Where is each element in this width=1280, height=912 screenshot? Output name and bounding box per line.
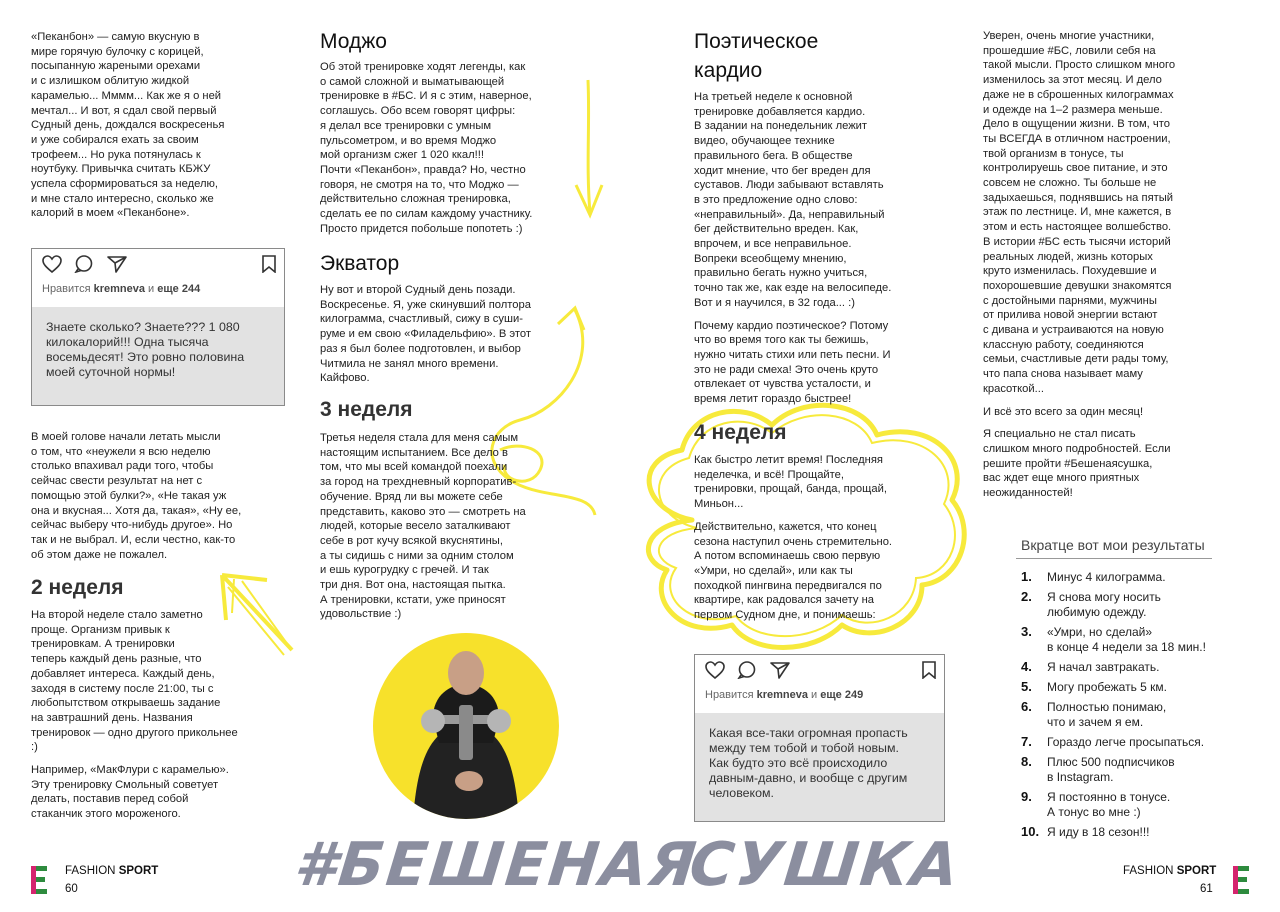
intro-paragraph: «Пеканбон» — самую вкусную в мире горячую булочку с корицей, посыпанную жареными орехами и с излишком облитую жидкой карамелью... Мммм... Как же я о ней мечтал... И вот, я сдал свой первый Судный день, дождался воскресенья и уже собирался ехать за своим трофеем... Но рука потянулась к ноутбуку. Привычка считать КБЖУ успела сформироваться за неделю, и мне стало интересно, сколько же калорий в моем «Пеканбоне». xyxy=(31,31,225,220)
list-item-number: 5. xyxy=(1021,679,1032,694)
mojo-text xyxy=(320,60,545,244)
mojo-heading: Моджо xyxy=(320,30,387,53)
list-item-text: Плюс 500 подписчиков в Instagram. xyxy=(1047,755,1175,784)
list-item xyxy=(1021,735,1221,750)
week2-heading: 2 неделя xyxy=(31,576,124,599)
equator-heading: Экватор xyxy=(320,252,400,275)
list-item xyxy=(1021,790,1221,820)
footer-brand-bold: SPORT xyxy=(1176,865,1217,877)
list-item-number: 7. xyxy=(1021,734,1032,749)
likes-prefix: Нравится xyxy=(705,689,754,701)
instagram-post-card-left xyxy=(31,248,285,406)
yellow-arrow-down-decoration xyxy=(570,75,610,225)
results-divider xyxy=(1016,558,1212,559)
list-item-number: 9. xyxy=(1021,789,1032,804)
headline-right: СУШКА xyxy=(686,830,964,900)
share-icon[interactable] xyxy=(107,255,127,273)
equator-text xyxy=(320,283,545,394)
headline-left: #БЕШЕНАЯ xyxy=(291,830,702,900)
list-item-text: «Умри, но сделай» в конце 4 недели за 18 мин.! xyxy=(1047,625,1206,654)
week3-heading: 3 неделя xyxy=(320,398,413,421)
mojo-paragraph: Об этой тренировке ходят легенды, как о самой сложной и выматывающей тренировке в #БС. И я с этим, наверное, соглашусь. Обо всем говорят цифры: я делал все тренировки с умным пульсометром, и во время Моджо мой организм сжег 1 020 ккал!!! Почти «Пеканбон», правда? Но, честно говоря, не смотря на то, что Моджо — действительно сложная тренировка, сделать ее по силам каждому участнику. Просто придется побольше попотеть :) xyxy=(320,61,533,235)
list-item xyxy=(1021,660,1221,675)
list-item-text: Могу пробежать 5 км. xyxy=(1047,680,1167,694)
list-item-number: 6. xyxy=(1021,699,1032,714)
list-item xyxy=(1021,755,1221,785)
list-item xyxy=(1021,825,1221,840)
week4-paragraph-2: Действительно, кажется, что конец сезона наступил очень стремительно. А потом вспоминаешь свою первую «Умри, но сделай», или как ты походкой пингвина передвигался по квартире, как радовался зачету на первом Судном дне, и понимаешь: xyxy=(694,520,893,622)
week2-paragraph-2: Например, «МакФлури с карамелью». Эту тренировку Смольный советует делать, поставив перед собой стаканчик этого мороженого. xyxy=(31,764,229,821)
likes-user[interactable]: kremneva xyxy=(756,689,808,701)
fashion-sport-logo-right xyxy=(1233,866,1249,894)
week3-text xyxy=(320,431,545,630)
list-item-text: Минус 4 килограмма. xyxy=(1047,570,1166,584)
intro-text xyxy=(31,30,246,229)
page-number-left: 60 xyxy=(65,883,78,895)
results-title: Вкратце вот мои результаты xyxy=(1021,537,1205,553)
sure-paragraph-3: Я специально не стал писать слишком много подробностей. Если решите пройти #Бешенаясушка, вас ждет еще много приятных неожиданностей! xyxy=(983,428,1171,500)
list-item-text: Я постоянно в тонусе. А тонус во мне :) xyxy=(1047,790,1171,819)
heart-icon[interactable] xyxy=(705,661,725,679)
list-item-number: 2. xyxy=(1021,589,1032,604)
likes-mid: и xyxy=(811,689,818,701)
athlete-photo xyxy=(373,633,559,819)
post-action-bar xyxy=(695,655,944,713)
likes-count[interactable]: еще 249 xyxy=(820,689,864,701)
heart-icon[interactable] xyxy=(42,255,62,273)
thoughts-paragraph: В моей голове начали летать мысли о том, что «неужели я всю неделю столько впахивал ради того, чтобы сейчас свести результат на нет с помощью этой булки?», «Не такая уж она и вкусная... Хотя да, такая», «Ну ее, сейчас выберу что-нибудь другое». Но так и не выбрал. И, если честно, как-то об этом даже не пожалел. xyxy=(31,431,242,561)
list-item-text: Гораздо легче просыпаться. xyxy=(1047,735,1205,749)
week2-paragraph-1: На второй неделе стало заметно проще. Организм привык к тренировкам. А тренировки теперь каждый день разные, что добавляет интереса. Каждый день, заходя в систему после 21:00, ты с любопытством открываешь задание на завтрашний день. Названия тренировок — одно другого прикольнее :) xyxy=(31,609,238,754)
comment-icon[interactable] xyxy=(74,255,94,273)
post-likes xyxy=(42,283,200,295)
list-item-text: Полностью понимаю, что и зачем я ем. xyxy=(1047,700,1167,729)
post-icons xyxy=(705,661,798,681)
likes-user[interactable]: kremneva xyxy=(93,283,145,295)
sure-paragraph-2: И всё это всего за один месяц! xyxy=(983,405,1144,418)
cardio-paragraph-2: Почему кардио поэтическое? Потому что во время того как ты бежишь, нужно читать стихи или петь песни. И это не ради смеха! Это очень круто отвлекает от чувства усталости, и время летит гораздо быстрее! xyxy=(694,319,891,406)
list-item-number: 3. xyxy=(1021,624,1032,639)
week4-paragraph-1: Как быстро летит время! Последняя неделечка, и всё! Прощайте, тренировки, прощай, банда, прощай, Миньон... xyxy=(694,454,887,511)
list-item xyxy=(1021,590,1221,620)
footer-brand-bold: SPORT xyxy=(118,865,159,877)
comment-icon[interactable] xyxy=(737,661,757,679)
post-icons xyxy=(42,255,135,275)
week4-heading: 4 неделя xyxy=(694,421,787,444)
list-item xyxy=(1021,700,1221,730)
thoughts-text xyxy=(31,430,246,570)
week2-text xyxy=(31,608,246,830)
list-item-number: 4. xyxy=(1021,659,1032,674)
equator-paragraph: Ну вот и второй Судный день позади. Воскресенье. Я, уже скинувший полтора килограмма, счастливый, сижу в суши- руме и ем свою «Филадельфию». В этот раз я был более подготовлен, и выбор Читмила не занял много времени. Кайфово. xyxy=(320,284,531,385)
page-number-right: 61 xyxy=(1200,883,1213,895)
bookmark-icon[interactable] xyxy=(922,661,936,679)
list-item-number: 8. xyxy=(1021,754,1032,769)
likes-mid: и xyxy=(148,283,155,295)
footer-brand-regular: FASHION xyxy=(65,865,116,877)
likes-prefix: Нравится xyxy=(42,283,91,295)
list-item-text: Я начал завтракать. xyxy=(1047,660,1160,674)
list-item xyxy=(1021,680,1221,695)
week3-paragraph: Третья неделя стала для меня самым настоящим испытанием. Все дело в том, что мы всей командой поехали за город на трехдневный корпоратив- обучение. Вряд ли вы можете себе представить, каково это — смотреть на людей, которые весело заталкивают себе в рот кучу всякой вкуснятины, а ты сидишь с ними за одним столом и ешь курогрудку с гречей. И так три дня. Вот она, настоящая пытка. А тренировки, кстати, уже приносят удовольствие :) xyxy=(320,432,526,621)
share-icon[interactable] xyxy=(770,661,790,679)
list-item-text: Я иду в 18 сезон!!! xyxy=(1047,825,1150,839)
cardio-paragraph-1: На третьей неделе к основной тренировке добавляется кардио. В задании на понедельник лежит видео, обучающее технике правильного бега. В обществе ходит мнение, что бег вреден для суставов. Люди забывают вставлять в это предложение одно слово: «неправильный». Да, неправильный бег действительно вреден. Как, впрочем, и все неправильное. Вопреки всеобщему мнению, правильно бегать нужно учиться, точно так же, как езде на велосипеде. Вот и я научился, в 32 года... :) xyxy=(694,91,892,309)
instagram-post-card-right xyxy=(694,654,945,822)
fashion-sport-logo-left xyxy=(31,866,47,894)
post-text: Какая все-таки огромная пропасть между тем тобой и тобой новым. Как будто это всё происходило давным-давно, и вообще с другим человеком. xyxy=(695,713,944,821)
footer-brand-regular: FASHION xyxy=(1123,865,1174,877)
list-item xyxy=(1021,625,1221,655)
post-text: Знаете сколько? Знаете??? 1 080 килокалорий!!! Одна тысяча восемьдесят! Это ровно половина моей суточной нормы! xyxy=(32,307,284,405)
cardio-text xyxy=(694,90,909,415)
sure-text xyxy=(983,29,1198,509)
post-likes xyxy=(705,689,863,701)
sure-paragraph-1: Уверен, очень многие участники, прошедшие #БС, ловили себя на такой мысли. Просто слишком много изменилось за этот месяц. И дело даже не в сброшенных килограммах и одежде на 1–2 размера меньше. Дело в ощущении жизни. В том, что ты ВСЕГДА в отличном настроении, твой организм в тонусе, ты контролируешь свое питание, и это совсем не сложно. Ты больше не задыхаешься, поднявшись на пятый этаж по лестнице. И, мне кажется, в этом и есть настоящее волшебство. В истории #БС есть тысячи историй реальных людей, жизнь которых круто изменилась. Похудевшие и похорошевшие девушки знакомятся с достойными парнями, мужчины от прилива новой энергии встают с дивана и устраиваются на новую классную работу, соединяются семьи, счастливые дети рады тому, что папа снова называет маму красоткой... xyxy=(983,30,1176,395)
list-item xyxy=(1021,570,1221,585)
cardio-heading: Поэтическое кардио xyxy=(694,30,819,82)
list-item-number: 1. xyxy=(1021,569,1032,584)
bookmark-icon[interactable] xyxy=(262,255,276,273)
week4-text xyxy=(694,453,909,631)
footer-brand-left xyxy=(65,865,158,877)
results-list xyxy=(1021,570,1221,845)
list-item-number: 10. xyxy=(1021,824,1040,839)
post-action-bar xyxy=(32,249,284,307)
likes-count[interactable]: еще 244 xyxy=(157,283,201,295)
list-item-text: Я снова могу носить любимую одежду. xyxy=(1047,590,1161,619)
footer-brand-right xyxy=(1123,865,1216,877)
